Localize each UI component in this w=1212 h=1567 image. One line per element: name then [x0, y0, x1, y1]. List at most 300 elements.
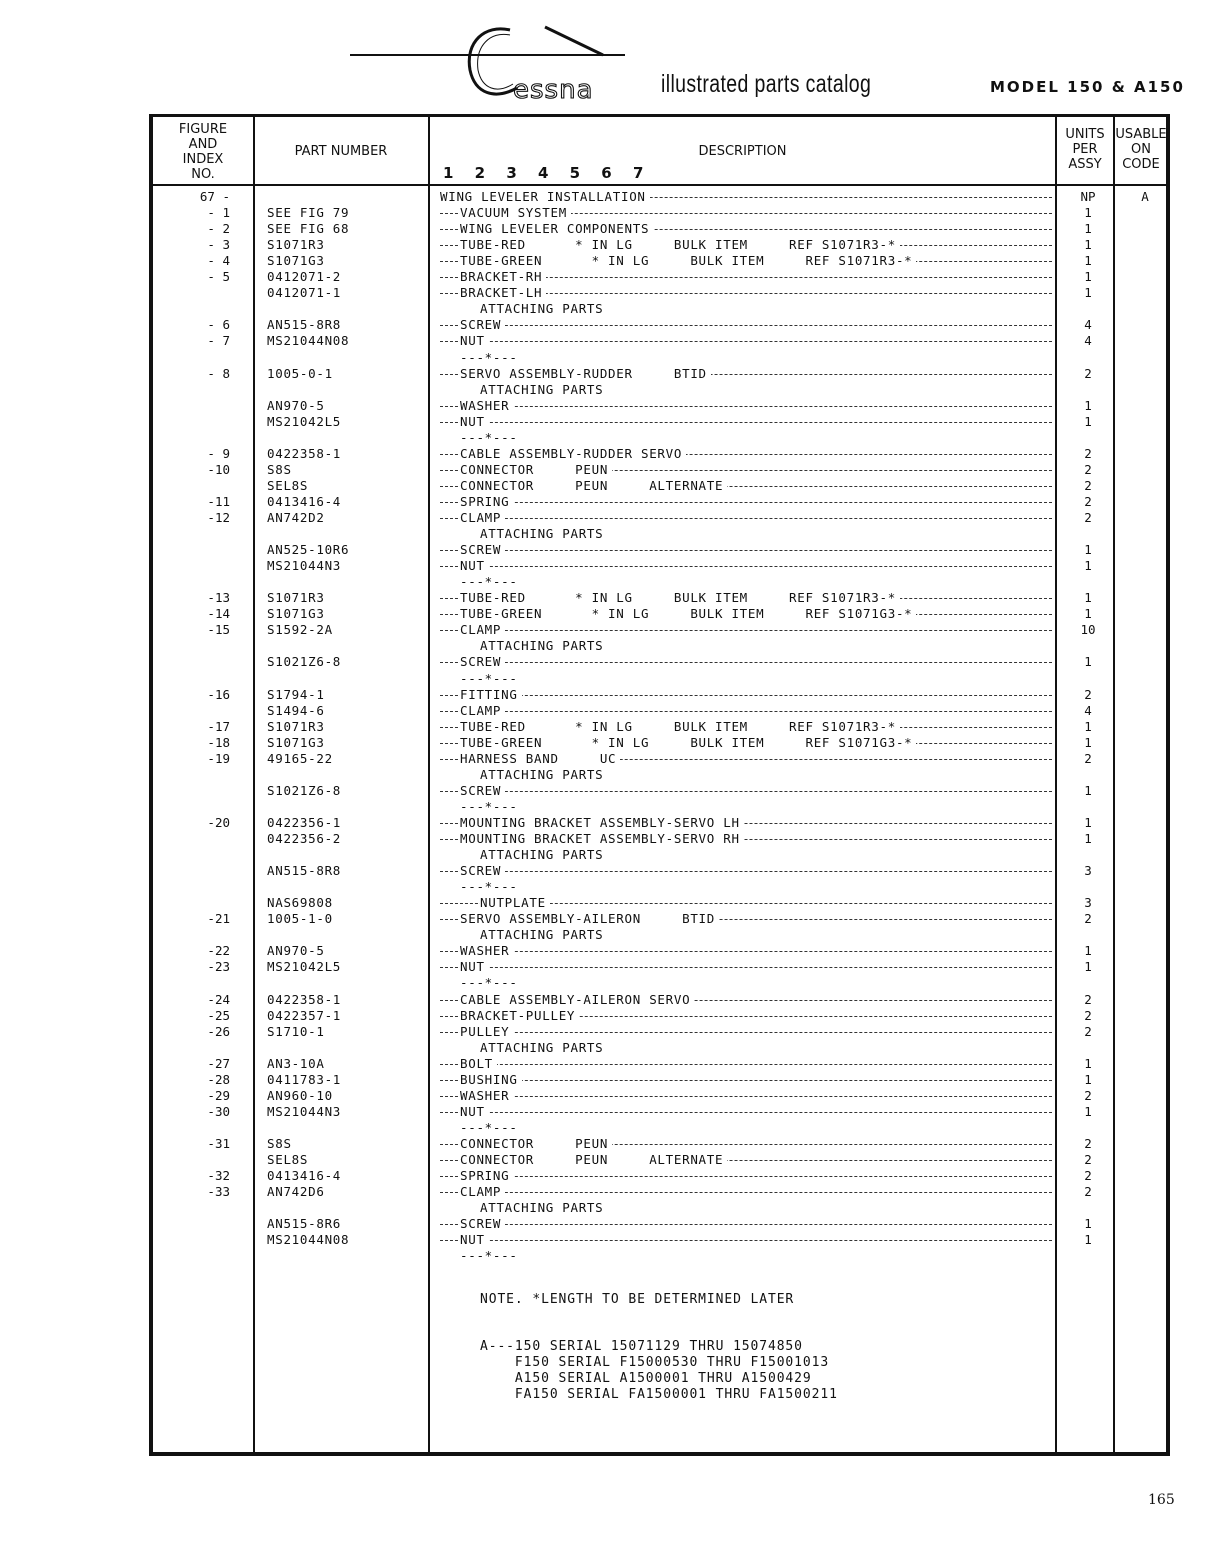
part-number: SEE FIG 79 [267, 205, 350, 221]
table-row [150, 269, 1168, 285]
description [440, 847, 1052, 863]
figure-index: -23 [207, 959, 230, 975]
description [440, 462, 1052, 478]
description [440, 879, 1052, 895]
units-per-assy: 2 [1084, 911, 1092, 927]
table-row [150, 526, 1168, 542]
description [440, 703, 1052, 719]
description-text: SPRING [460, 494, 513, 509]
figure-index: -17 [207, 718, 230, 734]
part-number: S1592-2A [267, 622, 333, 638]
figure-index: -18 [207, 734, 230, 750]
table-row [150, 1184, 1168, 1200]
table-row [150, 430, 1168, 446]
serial-line: F150 SERIAL F15000530 THRU F15001013 [480, 1355, 830, 1370]
table-row [150, 462, 1168, 478]
table-row [150, 301, 1168, 317]
units-per-assy: 2 [1084, 1135, 1092, 1151]
table-row [150, 1216, 1168, 1232]
leader-dashes [440, 1176, 1052, 1177]
units-per-assy: 1 [1084, 606, 1092, 622]
part-number: AN742D6 [267, 1184, 325, 1200]
table-row [150, 1232, 1168, 1248]
description [440, 815, 1052, 831]
figure-index: -32 [207, 1168, 230, 1184]
usable-code: A [1141, 189, 1149, 204]
leader-dashes [440, 791, 1052, 792]
figure-index: -33 [207, 1184, 230, 1200]
units-per-assy: 4 [1084, 702, 1092, 718]
description [440, 959, 1052, 975]
description-text: SPRING [460, 1168, 513, 1183]
description [440, 301, 1052, 317]
description [440, 350, 1052, 366]
description [440, 526, 1052, 542]
units-per-assy: 1 [1084, 205, 1092, 221]
description-text: ATTACHING PARTS [480, 1040, 607, 1055]
leader-dashes [440, 967, 1052, 968]
table-row [150, 1072, 1168, 1088]
leader-dashes [440, 1064, 1052, 1065]
description [440, 398, 1052, 414]
units-per-assy: 1 [1084, 1232, 1092, 1248]
table-row [150, 285, 1168, 301]
part-number: S1710-1 [267, 1023, 325, 1039]
table-row [150, 382, 1168, 398]
units-per-assy: 2 [1084, 750, 1092, 766]
table-row [150, 189, 1168, 205]
description-text: ATTACHING PARTS [480, 927, 607, 942]
figure-index: - 6 [207, 317, 230, 333]
description-text: SERVO ASSEMBLY-AILERON BTID [460, 911, 719, 926]
figure-index: -29 [207, 1087, 230, 1103]
part-number: 0422356-1 [267, 814, 342, 830]
part-number: S8S [267, 1135, 292, 1151]
part-number: 1005-1-0 [267, 911, 333, 927]
header-divider [149, 184, 1170, 186]
units-per-assy: 4 [1084, 333, 1092, 349]
table-row [150, 606, 1168, 622]
units-per-assy: 1 [1084, 542, 1092, 558]
part-number: S1021Z6-8 [267, 782, 342, 798]
table-row [150, 542, 1168, 558]
description-text: WASHER [460, 398, 513, 413]
part-number: S1071R3 [267, 590, 325, 606]
leader-dashes [440, 566, 1052, 567]
description-text: ---*--- [460, 350, 522, 365]
part-number: AN515-8R6 [267, 1216, 342, 1232]
description [440, 654, 1052, 670]
part-number: MS21044N3 [267, 558, 342, 574]
figure-index: -12 [207, 510, 230, 525]
part-number: AN970-5 [267, 943, 325, 959]
description-text: NUT [460, 1232, 489, 1247]
description [440, 1184, 1052, 1200]
description-text: CONNECTOR PEUN ALTERNATE [460, 1152, 727, 1167]
description [440, 1168, 1052, 1184]
indent-levels: 1 2 3 4 5 6 7 [443, 164, 652, 182]
description-text: BRACKET-LH [460, 285, 546, 300]
part-number: SEE FIG 68 [267, 221, 350, 237]
description-text: ---*--- [460, 1120, 522, 1135]
table-row [150, 719, 1168, 735]
figure-index: 67 - [199, 189, 230, 204]
table-row [150, 494, 1168, 510]
table-row [150, 863, 1168, 879]
description-text: CONNECTOR PEUN ALTERNATE [460, 478, 727, 493]
description-text: CLAMP [460, 1184, 505, 1199]
part-number: MS21044N08 [267, 1232, 350, 1248]
leader-dashes [440, 1112, 1052, 1113]
description-text: SCREW [460, 317, 505, 332]
description-text: BRACKET-RH [460, 269, 546, 284]
table-row [150, 1040, 1168, 1056]
part-number: 0422356-2 [267, 831, 342, 846]
description [440, 1152, 1052, 1168]
description-text: ATTACHING PARTS [480, 638, 607, 653]
description-text: ---*--- [460, 430, 522, 445]
part-number: SEL8S [267, 1152, 309, 1167]
figure-index: -16 [207, 686, 230, 702]
table-row [150, 237, 1168, 253]
description-text: ---*--- [460, 975, 522, 990]
description [440, 510, 1052, 526]
units-per-assy: 1 [1084, 558, 1092, 574]
part-number: 49165-22 [267, 750, 333, 766]
description-text: TUBE-RED * IN LG BULK ITEM REF S1071R3-* [460, 237, 900, 252]
model-title: MODEL 150 & A150 [990, 78, 1185, 96]
figure-index: -19 [207, 750, 230, 766]
description-text: TUBE-GREEN * IN LG BULK ITEM REF S1071G3-* [460, 735, 916, 750]
table-row [150, 1168, 1168, 1184]
description [440, 414, 1052, 430]
table-row [150, 205, 1168, 221]
units-per-assy: 2 [1084, 1168, 1092, 1184]
table-row [150, 253, 1168, 269]
description-text: SCREW [460, 542, 505, 557]
description-text: CONNECTOR PEUN [460, 462, 612, 477]
description-text: SCREW [460, 1216, 505, 1231]
figure-index: - 4 [207, 253, 230, 269]
table-row [150, 927, 1168, 943]
figure-index: - 9 [207, 445, 230, 461]
figure-index: -13 [207, 590, 230, 606]
description [440, 767, 1052, 783]
description-text: WING LEVELER INSTALLATION [440, 189, 650, 204]
description-text: ---*--- [460, 799, 522, 814]
description [440, 189, 1052, 205]
description [440, 671, 1052, 687]
description [440, 975, 1052, 991]
table-row [150, 703, 1168, 719]
units-per-assy: NP [1080, 189, 1096, 204]
table-row [150, 943, 1168, 959]
description-text: VACUUM SYSTEM [460, 205, 571, 220]
description [440, 285, 1052, 301]
leader-dashes [440, 1240, 1052, 1241]
part-number: AN515-8R8 [267, 317, 342, 333]
description-text: NUTPLATE [480, 895, 550, 910]
description [440, 1056, 1052, 1072]
description [440, 237, 1052, 253]
description [440, 1088, 1052, 1104]
leader-dashes [440, 711, 1052, 712]
figure-index: -27 [207, 1055, 230, 1071]
units-per-assy: 2 [1084, 365, 1092, 381]
header-figure-index: FIGURE AND INDEX NO. [178, 122, 228, 182]
description [440, 430, 1052, 446]
table-row [150, 478, 1168, 494]
description-text: ---*--- [460, 879, 522, 894]
description [440, 205, 1052, 221]
description-text: CABLE ASSEMBLY-RUDDER SERVO [460, 446, 686, 461]
description-text: MOUNTING BRACKET ASSEMBLY-SERVO LH [460, 815, 744, 830]
description-text: TUBE-RED * IN LG BULK ITEM REF S1071R3-* [460, 590, 900, 605]
part-number: S1494-6 [267, 702, 325, 718]
leader-dashes [440, 630, 1052, 631]
catalog-title: illustrated parts catalog [661, 70, 872, 98]
table-row [150, 221, 1168, 237]
table-row [150, 446, 1168, 462]
description-text: NUT [460, 1104, 489, 1119]
units-per-assy: 2 [1084, 461, 1092, 477]
description [440, 1200, 1052, 1216]
description [440, 1120, 1052, 1136]
description-text: SCREW [460, 863, 505, 878]
table-row [150, 510, 1168, 526]
description-text: WASHER [460, 1088, 513, 1103]
units-per-assy: 2 [1084, 1007, 1092, 1023]
figure-index: -21 [207, 911, 230, 927]
description [440, 992, 1052, 1008]
description-text: ATTACHING PARTS [480, 767, 607, 782]
leader-dashes [440, 406, 1052, 407]
description [440, 221, 1052, 237]
table-row [150, 350, 1168, 366]
part-number: S1071R3 [267, 237, 325, 253]
figure-index: - 7 [207, 333, 230, 349]
table-row [150, 831, 1168, 847]
table-row [150, 574, 1168, 590]
units-per-assy: 2 [1084, 1184, 1092, 1200]
units-per-assy: 1 [1084, 718, 1092, 734]
table-row [150, 366, 1168, 382]
description [440, 622, 1052, 638]
figure-index: - 2 [207, 221, 230, 237]
units-per-assy: 1 [1084, 590, 1092, 606]
leader-dashes [440, 662, 1052, 663]
description-text: CABLE ASSEMBLY-AILERON SERVO [460, 992, 694, 1007]
units-per-assy: 3 [1084, 895, 1092, 911]
description [440, 1216, 1052, 1232]
units-per-assy: 2 [1084, 686, 1092, 702]
table-row [150, 638, 1168, 654]
table-row [150, 799, 1168, 815]
figure-index: - 8 [207, 365, 230, 381]
description [440, 1072, 1052, 1088]
figure-index: -14 [207, 606, 230, 622]
description [440, 1248, 1052, 1264]
description [440, 638, 1052, 654]
leader-dashes [440, 1224, 1052, 1225]
description-text: BOLT [460, 1056, 497, 1071]
table-row [150, 333, 1168, 349]
description [440, 799, 1052, 815]
table-row [150, 1120, 1168, 1136]
table-row [150, 959, 1168, 975]
description [440, 783, 1052, 799]
description [440, 1232, 1052, 1248]
part-number: S1021Z6-8 [267, 654, 342, 670]
description-text: NUT [460, 333, 489, 348]
part-number: AN742D2 [267, 510, 325, 525]
leader-dashes [440, 871, 1052, 872]
table-row [150, 783, 1168, 799]
part-number: AN970-5 [267, 397, 325, 413]
description [440, 253, 1052, 269]
units-per-assy: 2 [1084, 1087, 1092, 1103]
leader-dashes [440, 1192, 1052, 1193]
figure-index: -20 [207, 814, 230, 830]
description [440, 751, 1052, 767]
table-row [150, 398, 1168, 414]
description-text: TUBE-GREEN * IN LG BULK ITEM REF S1071R3-* [460, 253, 916, 268]
description [440, 446, 1052, 462]
units-per-assy: 1 [1084, 943, 1092, 959]
description-text: ATTACHING PARTS [480, 382, 607, 397]
description [440, 382, 1052, 398]
description-text: ---*--- [460, 671, 522, 686]
description-text: ---*--- [460, 1248, 522, 1263]
description-text: BUSHING [460, 1072, 522, 1087]
description [440, 927, 1052, 943]
header-description: DESCRIPTION [698, 144, 787, 159]
leader-dashes [440, 550, 1052, 551]
units-per-assy: 2 [1084, 477, 1092, 493]
part-number: 1005-0-1 [267, 365, 333, 381]
description [440, 494, 1052, 510]
table-row [150, 895, 1168, 911]
units-per-assy: 1 [1084, 814, 1092, 830]
description-text: ATTACHING PARTS [480, 1200, 607, 1215]
cessna-logo-graphic [345, 22, 665, 112]
part-number: S1071G3 [267, 734, 325, 750]
units-per-assy: 2 [1084, 445, 1092, 461]
part-number: 0412071-2 [267, 269, 342, 285]
part-number: 0413416-4 [267, 493, 342, 509]
figure-index: -25 [207, 1007, 230, 1023]
leader-dashes [440, 422, 1052, 423]
description-text: TUBE-GREEN * IN LG BULK ITEM REF S1071G3-* [460, 606, 916, 621]
figure-index: -28 [207, 1071, 230, 1087]
description-text: WING LEVELER COMPONENTS [460, 221, 653, 236]
units-per-assy: 1 [1084, 734, 1092, 750]
table-row [150, 1104, 1168, 1120]
serial-line: A150 SERIAL A1500001 THRU A1500429 [480, 1371, 812, 1386]
units-per-assy: 1 [1084, 253, 1092, 269]
table-row [150, 1056, 1168, 1072]
part-number: AN525-10R6 [267, 542, 350, 558]
table-row [150, 1008, 1168, 1024]
header-part-number: PART NUMBER [294, 144, 388, 159]
part-number: 0422358-1 [267, 445, 342, 461]
table-row [150, 654, 1168, 670]
part-number: AN3-10A [267, 1055, 325, 1071]
figure-index: -24 [207, 991, 230, 1007]
table-row [150, 911, 1168, 927]
units-per-assy: 1 [1084, 1103, 1092, 1119]
table-row [150, 687, 1168, 703]
part-number: AN515-8R8 [267, 863, 342, 879]
cessna-logo [345, 22, 665, 112]
table-row [150, 671, 1168, 687]
page-number: 165 [1148, 1492, 1175, 1508]
table-row [150, 622, 1168, 638]
table-row [150, 847, 1168, 863]
units-per-assy: 1 [1084, 413, 1092, 429]
figure-index: - 3 [207, 237, 230, 253]
description-text: NUT [460, 414, 489, 429]
units-per-assy: 1 [1084, 959, 1092, 975]
table-row [150, 975, 1168, 991]
leader-dashes [440, 325, 1052, 326]
figure-index: -30 [207, 1103, 230, 1119]
description-text: NUT [460, 959, 489, 974]
description-text: ATTACHING PARTS [480, 847, 607, 862]
description [440, 317, 1052, 333]
description [440, 269, 1052, 285]
units-per-assy: 2 [1084, 991, 1092, 1007]
description [440, 1008, 1052, 1024]
part-number: NAS69808 [267, 895, 333, 911]
leader-dashes [440, 1032, 1052, 1033]
description-text: NUT [460, 558, 489, 573]
leader-dashes [440, 1080, 1052, 1081]
part-number: MS21044N3 [267, 1103, 342, 1119]
figure-index: -22 [207, 943, 230, 959]
table-row [150, 1248, 1168, 1264]
table-row [150, 1088, 1168, 1104]
figure-index: -10 [207, 461, 230, 477]
figure-index: -26 [207, 1023, 230, 1039]
units-per-assy: 1 [1084, 285, 1092, 301]
units-per-assy: 2 [1084, 1023, 1092, 1039]
description [440, 333, 1052, 349]
table-row [150, 815, 1168, 831]
part-number: MS21042L5 [267, 413, 342, 429]
part-number: S1071G3 [267, 253, 325, 269]
units-per-assy: 4 [1084, 317, 1092, 333]
part-number: 0411783-1 [267, 1071, 342, 1087]
part-number: 0422357-1 [267, 1007, 342, 1023]
part-number: 0412071-1 [267, 285, 342, 301]
leader-dashes [440, 695, 1052, 696]
part-number: S8S [267, 461, 292, 477]
description-text: SCREW [460, 783, 505, 798]
table-row [150, 1024, 1168, 1040]
units-per-assy: 1 [1084, 221, 1092, 237]
figure-index: -11 [207, 493, 230, 509]
table-row [150, 751, 1168, 767]
units-per-assy: 1 [1084, 237, 1092, 253]
description [440, 863, 1052, 879]
units-per-assy: 1 [1084, 269, 1092, 285]
description [440, 687, 1052, 703]
part-number: MS21044N08 [267, 333, 350, 349]
description-text: BRACKET-PULLEY [460, 1008, 579, 1023]
description-text: SCREW [460, 654, 505, 669]
units-per-assy: 10 [1080, 622, 1096, 638]
